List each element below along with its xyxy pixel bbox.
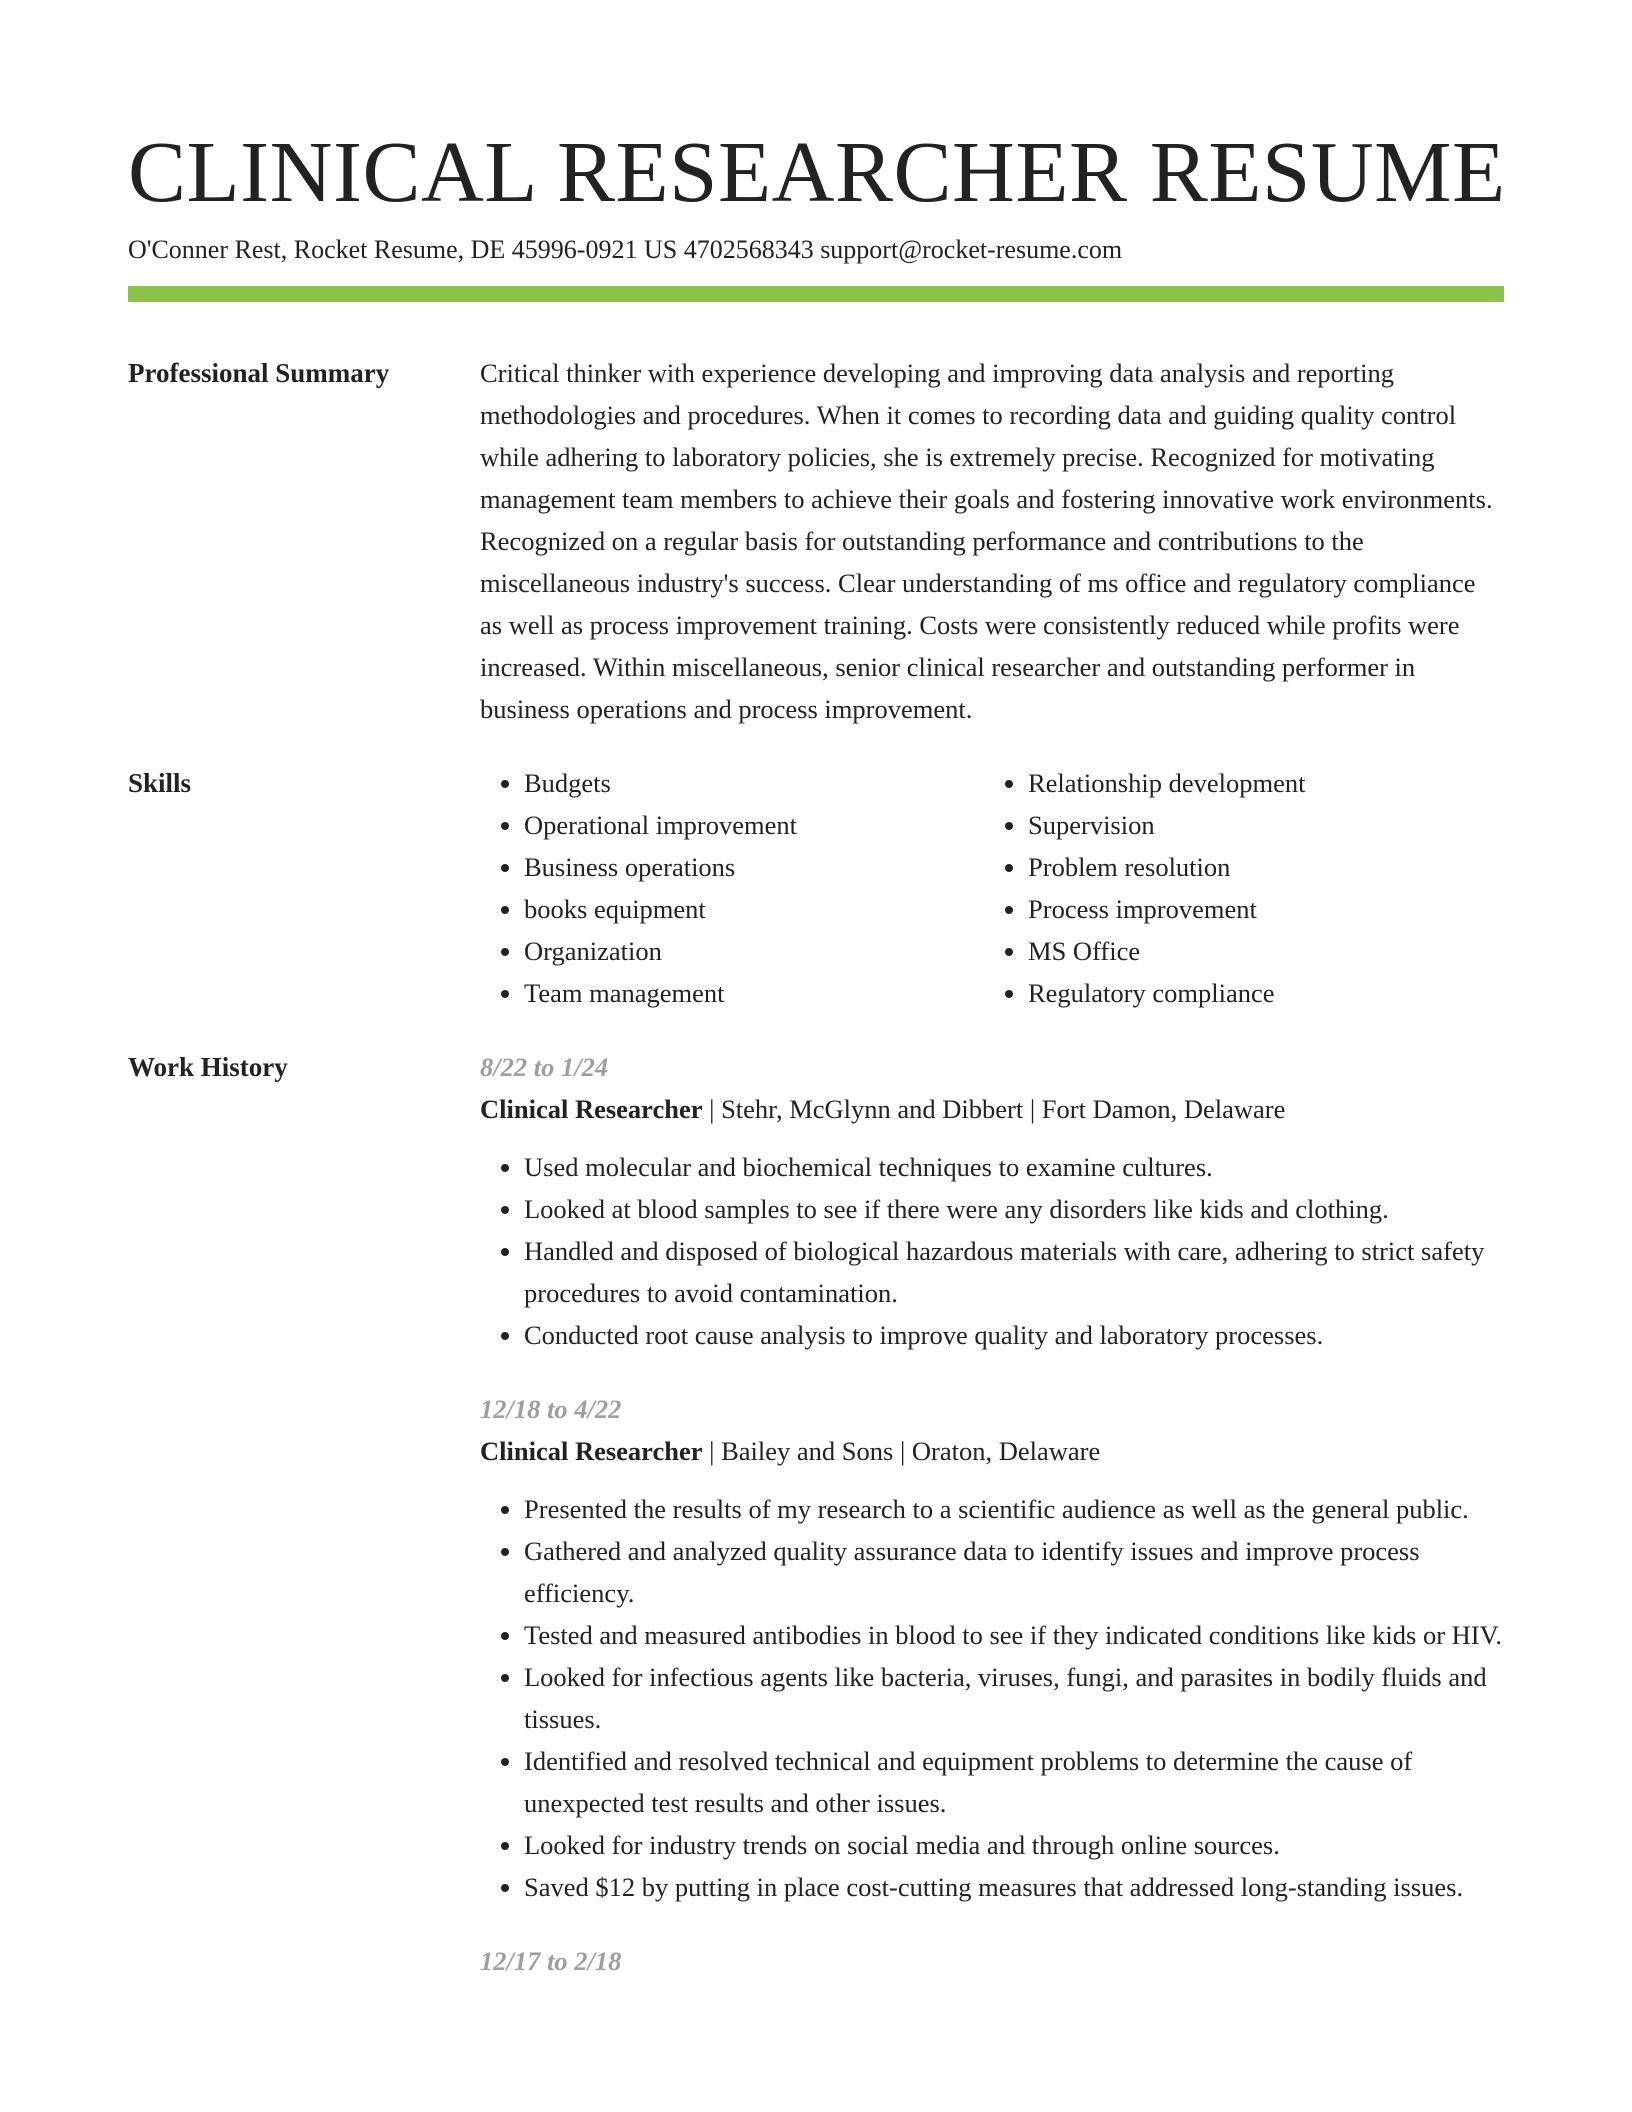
section-label-summary: Professional Summary <box>128 358 390 388</box>
job-heading <box>480 1430 1504 1472</box>
contact-phone: 4702568343 <box>683 235 814 264</box>
job-bullet: • Identified and resolved technical and equipment problems to determine the cause of unexpected test results and other issues. <box>524 1740 1504 1824</box>
summary-text: Critical thinker with experience developing and improving data analysis and reporting methodologies and procedures. When it comes to recording data and guiding quality control while adhering to laboratory policies, she is extremely precise. Recognized for motivating management team members to achieve their goals and fostering innovative work environments. Recognized on a regular basis for outstanding performance and contributions to the miscellaneous industry's success. Clear understanding of ms office and regulatory compliance as well as process improvement training. Costs were consistently reduced while profits were increased. Within miscellaneous, senior clinical researcher and outstanding performer in business operations and process improvement. <box>480 358 1493 724</box>
skills-section <box>128 762 1504 1014</box>
job-bullets <box>480 1488 1504 1908</box>
skill-item: • books equipment <box>524 888 984 930</box>
contact-line <box>128 232 1504 268</box>
job-dates: 8/22 to 1/24 <box>480 1052 609 1082</box>
skill-item: • Process improvement <box>1028 888 1488 930</box>
job-location: Fort Damon, Delaware <box>1041 1094 1286 1124</box>
job-company: Stehr, McGlynn and Dibbert <box>721 1094 1024 1124</box>
skill-item: • Supervision <box>1028 804 1488 846</box>
resume-page <box>128 0 1504 2014</box>
job-bullet: • Saved $12 by putting in place cost-cutting measures that addressed long-standing issues. <box>524 1866 1504 1908</box>
job-entry <box>480 1940 1504 1982</box>
section-label-skills: Skills <box>128 768 192 798</box>
job-location: Oraton, Delaware <box>911 1436 1101 1466</box>
job-bullet: • Looked for infectious agents like bacteria, viruses, fungi, and parasites in bodily fluids and tissues. <box>524 1656 1504 1740</box>
job-bullets <box>480 1146 1504 1356</box>
header-divider <box>128 286 1504 302</box>
job-bullet: • Presented the results of my research to a scientific audience as well as the general public. <box>524 1488 1504 1530</box>
skill-item: • Operational improvement <box>524 804 984 846</box>
skill-item: • Problem resolution <box>1028 846 1488 888</box>
job-entry <box>480 1388 1504 1908</box>
job-bullet: • Looked for industry trends on social media and through online sources. <box>524 1824 1504 1866</box>
separator <box>703 1094 722 1124</box>
skill-item: • Regulatory compliance <box>1028 972 1488 1014</box>
skills-list-left <box>480 762 984 1014</box>
job-company: Bailey and Sons <box>721 1436 894 1466</box>
contact-email: support@rocket-resume.com <box>820 235 1123 264</box>
separator <box>893 1436 912 1466</box>
skills-list-right <box>984 762 1488 1014</box>
resume-title: CLINICAL RESEARCHER RESUME <box>128 123 1506 220</box>
job-bullet: • Gathered and analyzed quality assurance data to identify issues and improve process efficiency. <box>524 1530 1504 1614</box>
job-bullet: • Handled and disposed of biological hazardous materials with care, adhering to strict safety procedures to avoid contamination. <box>524 1230 1504 1314</box>
job-dates: 12/17 to 2/18 <box>480 1946 622 1976</box>
skill-item: • Relationship development <box>1028 762 1488 804</box>
skill-item: • Team management <box>524 972 984 1014</box>
skill-item: • MS Office <box>1028 930 1488 972</box>
job-bullet: • Looked at blood samples to see if there were any disorders like kids and clothing. <box>524 1188 1504 1230</box>
skill-item: • Business operations <box>524 846 984 888</box>
job-bullet: • Used molecular and biochemical techniques to examine cultures. <box>524 1146 1504 1188</box>
skill-item: • Budgets <box>524 762 984 804</box>
job-heading <box>480 1088 1504 1130</box>
section-label-work: Work History <box>128 1052 288 1082</box>
skill-item: • Organization <box>524 930 984 972</box>
job-bullet: • Conducted root cause analysis to improve quality and laboratory processes. <box>524 1314 1504 1356</box>
contact-address: O'Conner Rest, Rocket Resume, DE 45996-0921 US <box>128 235 678 264</box>
separator <box>1023 1094 1042 1124</box>
work-history-section <box>128 1046 1504 2014</box>
job-title: Clinical Researcher <box>480 1094 703 1124</box>
job-title: Clinical Researcher <box>480 1436 703 1466</box>
job-entry <box>480 1046 1504 1356</box>
job-dates: 12/18 to 4/22 <box>480 1394 622 1424</box>
job-bullet: • Tested and measured antibodies in blood to see if they indicated conditions like kids or HIV. <box>524 1614 1504 1656</box>
professional-summary-section <box>128 352 1504 730</box>
separator <box>703 1436 722 1466</box>
